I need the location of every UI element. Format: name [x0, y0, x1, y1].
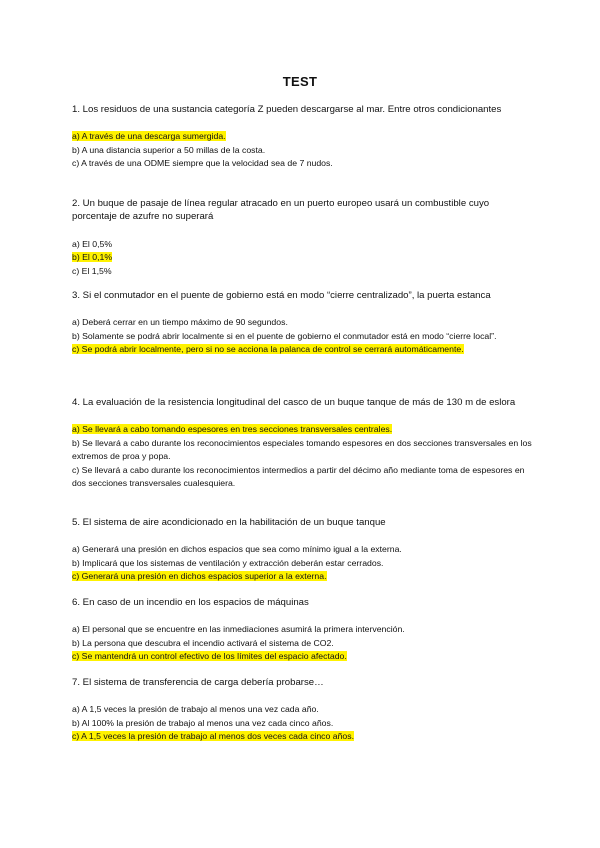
answer-option-a: a) A través de una descarga sumergida. — [72, 131, 226, 142]
question-block-6 — [72, 596, 532, 664]
answer-option-b: b) A una distancia superior a 50 millas de la costa. — [72, 144, 266, 155]
answer-option-b: b) La persona que descubra el incendio activará el sistema de CO2. — [72, 637, 334, 648]
question-block-7 — [72, 676, 532, 744]
question-text: 3. Si el conmutador en el puente de gobierno está en modo “cierre centralizado”, la puerta estanca — [72, 290, 491, 301]
question-block-2 — [72, 197, 532, 278]
question-text: 2. Un buque de pasaje de línea regular atracado en un puerto europeo usará un combustible cuyo porcentaje de azufre no superará — [72, 198, 490, 223]
question-text: 5. El sistema de aire acondicionado en la habilitación de un buque tanque — [72, 517, 386, 528]
answer-option-a: a) Generará una presión en dichos espacios que sea como mínimo igual a la externa. — [72, 544, 402, 555]
page-title: TEST — [282, 74, 318, 89]
answer-option-a: a) A 1,5 veces la presión de trabajo al menos una vez cada año. — [72, 704, 319, 715]
answer-option-c: c) A 1,5 veces la presión de trabajo al menos dos veces cada cinco años. — [72, 731, 355, 742]
answer-option-a: a) Se llevará a cabo tomando espesores en tres secciones transversales centrales. — [72, 424, 393, 435]
answer-option-b: b) El 0,1% — [72, 252, 113, 263]
answer-option-b: b) Implicará que los sistemas de ventilación y extracción deberán estar cerrados. — [72, 557, 384, 568]
question-block-5 — [72, 516, 532, 584]
answer-option-a: a) Deberá cerrar en un tiempo máximo de 90 segundos. — [72, 317, 288, 328]
answer-option-b: b) Al 100% la presión de trabajo al menos una vez cada cinco años. — [72, 717, 334, 728]
answer-option-b: b) Se llevará a cabo durante los reconocimientos especiales tomando espesores en dos secciones transversales en los extremos de proa y popa. — [72, 437, 532, 462]
answer-option-b: b) Solamente se podrá abrir localmente si en el puente de gobierno el conmutador está en modo “cierre local”. — [72, 330, 497, 341]
answer-option-c: c) El 1,5% — [72, 265, 112, 276]
question-text: 1. Los residuos de una sustancia categoría Z pueden descargarse al mar. Entre otros condicionantes — [72, 104, 502, 115]
answer-option-c: c) A través de una ODME siempre que la velocidad sea de 7 nudos. — [72, 158, 333, 169]
question-block-3 — [72, 289, 532, 357]
question-text: 4. La evaluación de la resistencia longitudinal del casco de un buque tanque de más de 130 m de eslora — [72, 397, 516, 408]
answer-option-c: c) Generará una presión en dichos espacios superior a la externa. — [72, 571, 327, 582]
answer-option-c: c) Se mantendrá un control efectivo de los límites del espacio afectado. — [72, 651, 347, 662]
answer-option-a: a) El personal que se encuentre en las inmediaciones asumirá la primera intervención. — [72, 624, 405, 635]
question-block-1 — [72, 103, 532, 171]
question-block-4 — [72, 396, 532, 490]
answer-option-a: a) El 0,5% — [72, 238, 113, 249]
answer-option-c: c) Se podrá abrir localmente, pero si no se acciona la palanca de control se cerrará automáticamente. — [72, 344, 464, 355]
answer-option-c: c) Se llevará a cabo durante los reconocimientos intermedios a partir del décimo año mediante toma de espesores en dos secciones transversales cualesquiera. — [72, 464, 525, 489]
question-text: 6. En caso de un incendio en los espacios de máquinas — [72, 597, 309, 608]
question-text: 7. El sistema de transferencia de carga debería probarse… — [72, 677, 324, 688]
